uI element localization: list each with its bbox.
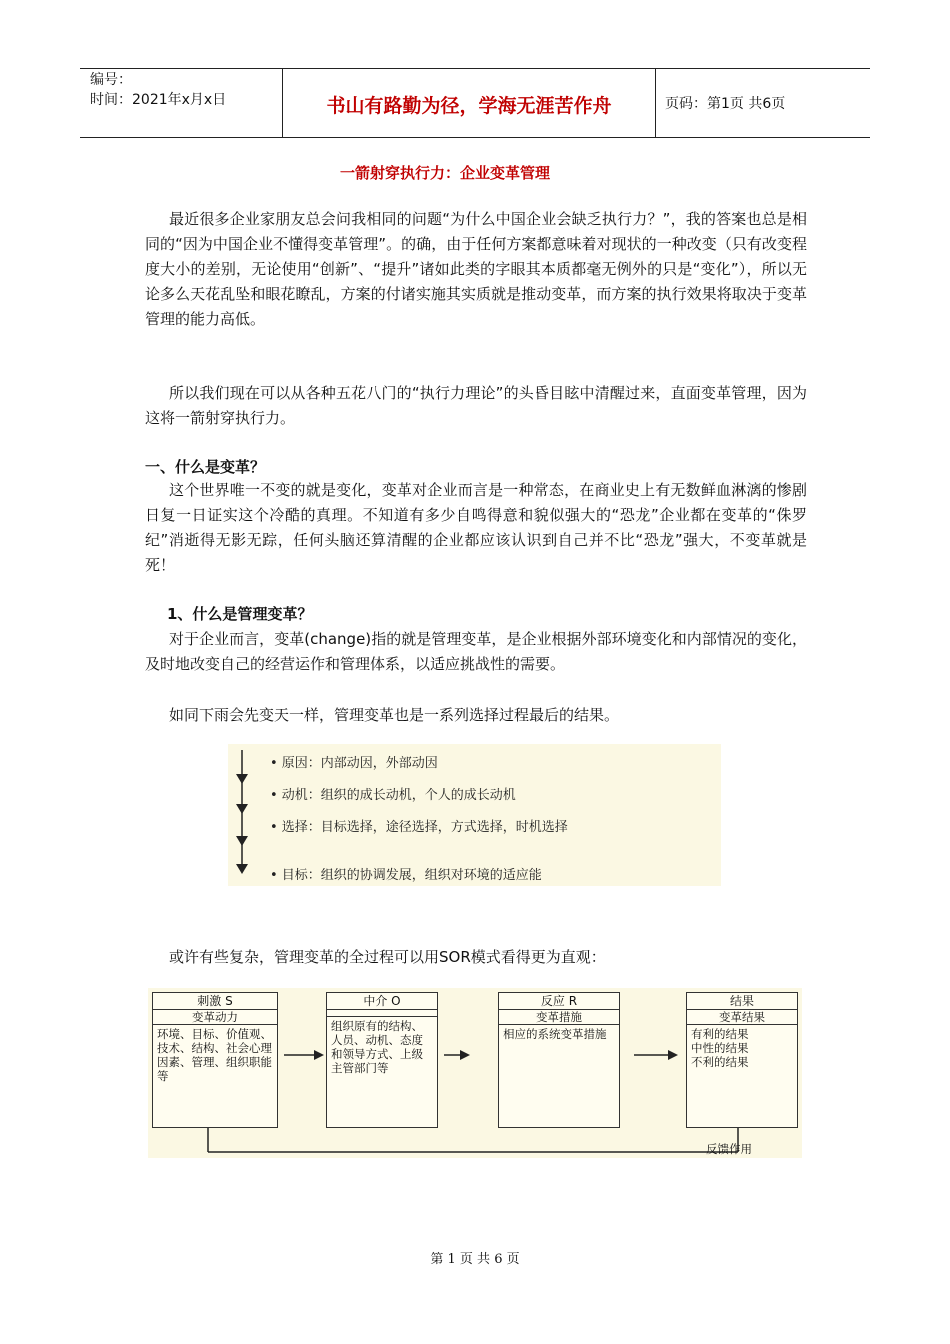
mediator-body: 组织原有的结构、人员、动机、态度和领导方式、上级主管部门等 <box>331 1019 423 1075</box>
paragraph-2: 所以我们现在可以从各种五花八门的“执行力理论”的头昏目眩中清醒过来，直面变革管理，因为这将一箭射穿执行力。 <box>145 384 807 427</box>
stimulus-box <box>152 992 278 1128</box>
document-title: 一箭射穿执行力：企业变革管理 <box>339 164 550 182</box>
paragraph-6: 或许有些复杂，管理变革的全过程可以用SOR模式看得更为直观： <box>169 948 606 966</box>
response-body: 相应的系统变革措施 <box>503 1027 607 1041</box>
list-item-motive: • 动机：组织的成长动机，个人的成长动机 <box>270 788 516 803</box>
result-sub: 变革结果 <box>687 1010 797 1025</box>
feedback-label: 反馈作用 <box>706 1142 752 1156</box>
header-meta-cell <box>80 69 282 137</box>
sor-model-figure <box>148 988 802 1158</box>
section-heading-1: 一、什么是变革？ <box>145 458 266 476</box>
stimulus-head: 刺激 S <box>153 993 277 1010</box>
stimulus-body: 环境、目标、价值观、技术、结构、社会心理因素、管理、组织职能等 <box>157 1027 272 1083</box>
time-label: 时间：2021年x月x日 <box>90 92 227 108</box>
page-footer: 第 1 页 共 6 页 <box>430 1252 520 1267</box>
paragraph-3: 这个世界唯一不变的就是变化，变革对企业而言是一种常态，在商业史上有无数鲜血淋漓的惨剧日复一日证实这个冷酷的真理。不知道有多少自鸣得意和貌似强大的“恐龙”企业都在变革的“侏罗纪”消逝得无影无踪，任何头脑还算清醒的企业都应该认识到自己并不比“恐龙”强大，不变革就是死！ <box>145 481 807 574</box>
paragraph-4: 对于企业而言，变革(change)指的就是管理变革，是企业根据外部环境变化和内部情况的变化，及时地改变自己的经营运作和管理体系，以适应挑战性的需要。 <box>145 630 807 673</box>
mediator-head: 中介 O <box>327 993 437 1010</box>
header-motto-cell <box>282 69 656 137</box>
header-page-cell <box>655 69 870 137</box>
response-head: 反应 R <box>499 993 619 1010</box>
result-head: 结果 <box>687 993 797 1010</box>
number-label: 编号： <box>90 72 132 88</box>
response-sub: 变革措施 <box>499 1010 619 1025</box>
page-info: 页码：第1页 共6页 <box>665 96 786 112</box>
stimulus-sub: 变革动力 <box>153 1010 277 1025</box>
result-box <box>686 992 798 1128</box>
mediator-box <box>326 992 438 1128</box>
paragraph-5: 如同下雨会先变天一样，管理变革也是一系列选择过程最后的结果。 <box>169 706 620 724</box>
result-body: 有利的结果 中性的结果 不利的结果 <box>691 1027 749 1069</box>
list-item-choice: • 选择：目标选择，途径选择，方式选择，时机选择 <box>270 820 568 835</box>
header-table <box>80 68 870 138</box>
motto: 书山有路勤为径，学海无涯苦作舟 <box>326 95 612 117</box>
paragraph-1: 最近很多企业家朋友总会问我相同的问题“为什么中国企业会缺乏执行力？”，我的答案也总是相同的“因为中国企业不懂得变革管理”。的确，由于任何方案都意味着对现状的一种改变（只有改变程度大小的差别，无论使用“创新”、“提升”诸如此类的字眼其本质都毫无例外的只是“变化”），所以无论多么天花乱坠和眼花瞭乱，方案的付诸实施其实质就是推动变革，而方案的执行效果将取决于变革管理的能力高低。 <box>145 210 807 328</box>
section-heading-2: 1、什么是管理变革？ <box>167 605 313 623</box>
list-item-cause: • 原因：内部动因，外部动因 <box>270 756 438 771</box>
list-item-goal: • 目标：组织的协调发展，组织对环境的适应能 <box>270 868 542 883</box>
response-box <box>498 992 620 1128</box>
mediator-sub <box>327 1010 437 1017</box>
selection-process-figure <box>228 744 721 886</box>
